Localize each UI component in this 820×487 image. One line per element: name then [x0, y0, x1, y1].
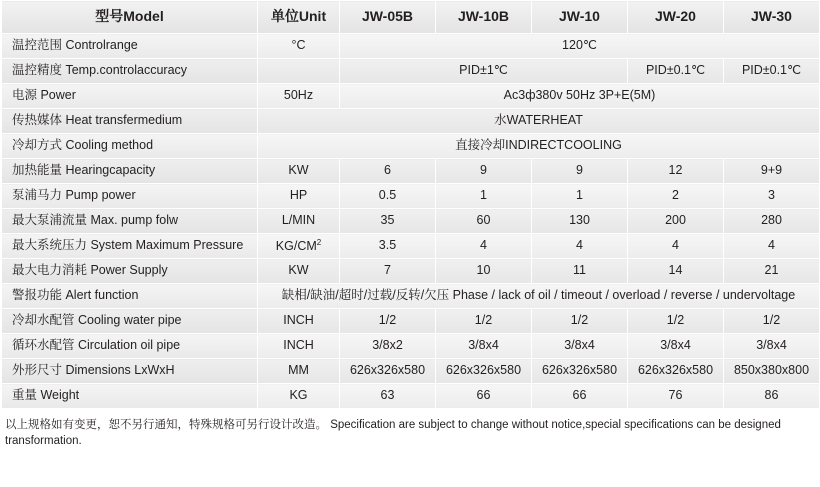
table-row	[2, 334, 820, 359]
row-value: 86	[724, 384, 820, 409]
table-row	[2, 284, 820, 309]
row-label: 传热媒体 Heat transfermedium	[2, 109, 258, 134]
row-value: 0.5	[340, 184, 436, 209]
header-cell-jw-05b: JW-05B	[340, 1, 436, 34]
row-unit: $KG/CM^2$	[258, 234, 340, 259]
row-value: 4	[628, 234, 724, 259]
row-value: 6	[340, 159, 436, 184]
row-value: 66	[436, 384, 532, 409]
table-row	[2, 159, 820, 184]
row-value: 2	[628, 184, 724, 209]
table-row	[2, 184, 820, 209]
row-label: 最大电力消耗 Power Supply	[2, 259, 258, 284]
row-value: 200	[628, 209, 724, 234]
row-value: 60	[436, 209, 532, 234]
row-value: 4	[532, 234, 628, 259]
table-row	[2, 259, 820, 284]
row-label: 最大系统压力 System Maximum Pressure	[2, 234, 258, 259]
table-row	[2, 109, 820, 134]
row-value: 3/8x4	[628, 334, 724, 359]
row-value: 1/2	[724, 309, 820, 334]
row-value: 1/2	[532, 309, 628, 334]
row-merged-value: 缺相/缺油/超时/过载/反转/欠压 Phase / lack of oil / timeout / overload / reverse / undervoltage	[258, 284, 820, 309]
row-value: 3	[724, 184, 820, 209]
row-value: 130	[532, 209, 628, 234]
row-value: 9+9	[724, 159, 820, 184]
row-value: 14	[628, 259, 724, 284]
row-unit	[258, 59, 340, 84]
row-value: PID±0.1℃	[628, 59, 724, 84]
row-value: 76	[628, 384, 724, 409]
header-cell-jw-20: JW-20	[628, 1, 724, 34]
row-unit: INCH	[258, 334, 340, 359]
row-merged-value: 水WATERHEAT	[258, 109, 820, 134]
row-label: 警报功能 Alert function	[2, 284, 258, 309]
row-value: 12	[628, 159, 724, 184]
row-value: 66	[532, 384, 628, 409]
row-value: 1/2	[340, 309, 436, 334]
row-value: 4	[436, 234, 532, 259]
row-value: 3/8x4	[532, 334, 628, 359]
row-value: 1/2	[628, 309, 724, 334]
table-row	[2, 134, 820, 159]
row-value: 280	[724, 209, 820, 234]
header-cell-jw-10b: JW-10B	[436, 1, 532, 34]
row-label: 温控精度 Temp.controlaccuracy	[2, 59, 258, 84]
row-value: 9	[532, 159, 628, 184]
row-label: 加热能量 Hearingcapacity	[2, 159, 258, 184]
table-row	[2, 34, 820, 59]
row-value: 3/8x4	[724, 334, 820, 359]
table-header	[2, 1, 820, 34]
row-label: 泵浦马力 Pump power	[2, 184, 258, 209]
row-value: 21	[724, 259, 820, 284]
row-unit: KW	[258, 259, 340, 284]
row-value: 1	[532, 184, 628, 209]
row-value: 4	[724, 234, 820, 259]
row-unit: KG	[258, 384, 340, 409]
table-row	[2, 384, 820, 409]
table-row	[2, 359, 820, 384]
row-value: 63	[340, 384, 436, 409]
row-value: 626x326x580	[628, 359, 724, 384]
header-cell-jw-10: JW-10	[532, 1, 628, 34]
row-value: 3/8x2	[340, 334, 436, 359]
row-unit: 50Hz	[258, 84, 340, 109]
row-merged-value: 120℃	[340, 34, 820, 59]
row-value: PID±0.1℃	[724, 59, 820, 84]
row-label: 外形尺寸 Dimensions LxWxH	[2, 359, 258, 384]
row-value: 850x380x800	[724, 359, 820, 384]
header-row	[2, 1, 820, 34]
row-value: 3.5	[340, 234, 436, 259]
row-label: 重量 Weight	[2, 384, 258, 409]
row-value: 7	[340, 259, 436, 284]
row-value: 9	[436, 159, 532, 184]
row-value: 11	[532, 259, 628, 284]
row-value: 626x326x580	[436, 359, 532, 384]
row-label: 电源 Power	[2, 84, 258, 109]
row-label: 冷却水配管 Cooling water pipe	[2, 309, 258, 334]
row-value: 626x326x580	[532, 359, 628, 384]
header-cell-model: 型号Model	[2, 1, 258, 34]
row-unit: MM	[258, 359, 340, 384]
footnote-text: 以上规格如有变更，恕不另行通知，特殊规格可另行设计改造。 Specification are subject to change without notice,special specifications can be designed transformation.	[5, 419, 781, 448]
header-cell-jw-30: JW-30	[724, 1, 820, 34]
table-row	[2, 84, 820, 109]
row-unit: °C	[258, 34, 340, 59]
specification-table	[1, 0, 820, 409]
header-cell-unit: 单位Unit	[258, 1, 340, 34]
row-value: 35	[340, 209, 436, 234]
row-value: 3/8x4	[436, 334, 532, 359]
row-value: 626x326x580	[340, 359, 436, 384]
row-label: 冷却方式 Cooling method	[2, 134, 258, 159]
row-value: 10	[436, 259, 532, 284]
row-label: 循环水配管 Circulation oil pipe	[2, 334, 258, 359]
row-merged-value: 直接冷却INDIRECTCOOLING	[258, 134, 820, 159]
unit-superscript: 2	[316, 237, 322, 247]
table-row	[2, 59, 820, 84]
row-merged-value: Ac3ф380v 50Hz 3P+E(5M)	[340, 84, 820, 109]
row-value: PID±1℃	[340, 59, 628, 84]
table-row	[2, 209, 820, 234]
table-row	[2, 309, 820, 334]
row-unit: HP	[258, 184, 340, 209]
row-value: 1/2	[436, 309, 532, 334]
row-label: 最大泵浦流量 Max. pump folw	[2, 209, 258, 234]
row-unit: KW	[258, 159, 340, 184]
table-body	[2, 34, 820, 409]
row-value: 1	[436, 184, 532, 209]
row-label: 温控范围 Controlrange	[2, 34, 258, 59]
table-row	[2, 234, 820, 259]
row-unit: L/MIN	[258, 209, 340, 234]
row-unit: INCH	[258, 309, 340, 334]
